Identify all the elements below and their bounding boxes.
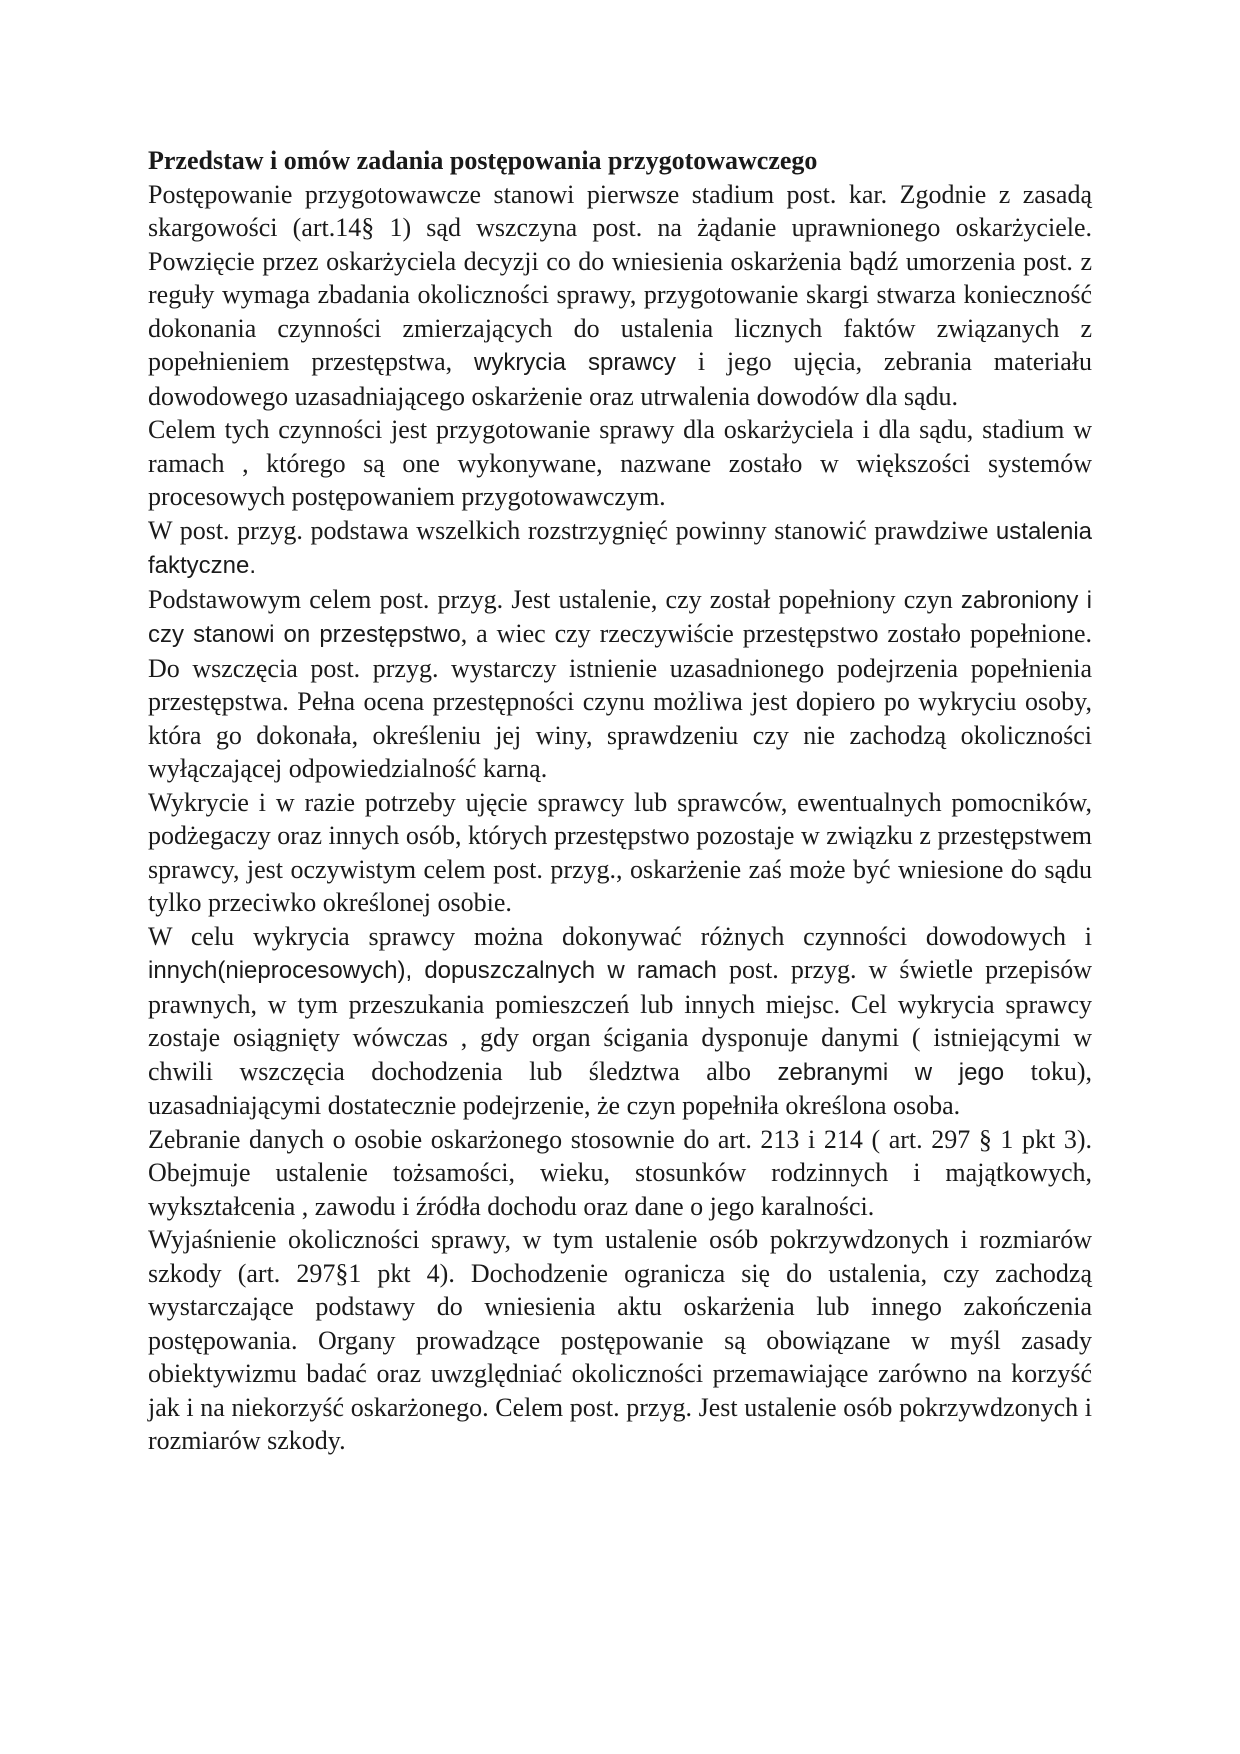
paragraph-text: i jego ujęcia, zebrania materiału dowodowego uzasadniającego oskarżenie oraz utrwalenia dowodów dla sądu. xyxy=(148,347,1092,411)
paragraph xyxy=(148,583,1092,786)
paragraph xyxy=(148,514,1092,583)
paragraph xyxy=(148,178,1092,414)
paragraph-text: Wykrycie i w razie potrzeby ujęcie sprawcy lub sprawców, ewentualnych pomocników, podżegaczy oraz innych osób, których przestępstwo pozostaje w związku z przestępstwem sprawcy, jest oczywistym celem post. przyg., oskarżenie zaś może być wniesione do sądu tylko przeciwko określonej osobie. xyxy=(148,787,1092,917)
paragraph xyxy=(148,1223,1092,1458)
document-page xyxy=(148,144,1092,1458)
emphasized-text: ustalenia faktyczne. xyxy=(148,517,1092,579)
paragraph xyxy=(148,413,1092,514)
emphasized-text: innych(nieprocesowych), dopuszczalnych w ramach xyxy=(148,957,717,984)
paragraph-text: W celu wykrycia sprawcy można dokonywać różnych czynności dowodowych i xyxy=(148,921,1092,951)
document-body xyxy=(148,178,1092,1458)
paragraph xyxy=(148,920,1092,1123)
document-title: Przedstaw i omów zadania postępowania przygotowawczego xyxy=(148,146,818,175)
paragraph-text: Postępowanie przygotowawcze stanowi pierwsze stadium post. kar. Zgodnie z zasadą skargowości (art.14§ 1) sąd wszczyna post. na żądanie uprawnionego oskarżyciele. Powzięcie przez oskarżyciela decyzji co do wniesienia oskarżenia bądź umorzenia post. z reguły wymaga zbadania okoliczności sprawy, przygotowanie skargi stwarza konieczność dokonania czynności zmierzających do ustalenia licznych faktów związanych z popełnieniem przestępstwa, xyxy=(148,179,1092,376)
paragraph-text: Podstawowym celem post. przyg. Jest ustalenie, czy został popełniony czyn xyxy=(148,584,961,614)
paragraph-text: , a wiec czy rzeczywiście przestępstwo zostało popełnione. Do wszczęcia post. przyg. wystarczy istnienie uzasadnionego podejrzenia popełnienia przestępstwa. Pełna ocena przestępności czynu możliwa jest dopiero po wykryciu osoby, która go dokonała, określeniu jej winy, sprawdzeniu czy nie zachodzą okoliczności wyłączającej odpowiedzialność karną. xyxy=(148,619,1092,783)
paragraph-text: toku), uzasadniającymi dostatecznie podejrzenie, że czyn popełniła określona osoba. xyxy=(148,1056,1093,1120)
paragraph xyxy=(148,1123,1092,1224)
emphasized-text: zebranymi w jego xyxy=(777,1058,1005,1086)
paragraph-text: Zebranie danych o osobie oskarżonego stosownie do art. 213 i 214 ( art. 297 § 1 pkt 3). Obejmuje ustalenie tożsamości, wieku, stosunków rodzinnych i majątkowych, wykształcenia , zawodu i źródła dochodu oraz dane o jego karalności. xyxy=(148,1124,1092,1221)
paragraph-text: W post. przyg. podstawa wszelkich rozstrzygnięć powinny stanowić prawdziwe xyxy=(148,515,996,545)
paragraph-text: Wyjaśnienie okoliczności sprawy, w tym ustalenie osób pokrzywdzonych i rozmiarów szkody (art. 297§1 pkt 4). Dochodzenie ogranicza się do ustalenia, czy zachodzą wystarczające podstawy do wniesienia aktu oskarżenia lub innego zakończenia postępowania. Organy prowadzące postępowanie są obowiązane w myśl zasady obiektywizmu badać oraz uwzględniać okoliczności przemawiające zarówno na korzyść jak i na niekorzyść oskarżonego. Celem post. przyg. Jest ustalenie osób pokrzywdzonych i rozmiarów szkody. xyxy=(148,1225,1092,1455)
emphasized-text: zabroniony i czy stanowi on przestępstwo xyxy=(148,586,1092,648)
paragraph-text: Celem tych czynności jest przygotowanie sprawy dla oskarżyciela i dla sądu, stadium w ramach , którego są one wykonywane, nazwane zostało w większości systemów procesowych postępowaniem przygotowawczym. xyxy=(148,415,1092,511)
paragraph-text: post. przyg. w świetle przepisów prawnych, w tym przeszukania pomieszczeń lub innych miejsc. Cel wykrycia sprawcy zostaje osiągnięty wówczas , gdy organ ścigania dysponuje danymi ( istniejącymi w chwili wszczęcia dochodzenia lub śledztwa albo xyxy=(148,955,1092,1086)
emphasized-text: wykrycia sprawcy xyxy=(473,349,677,376)
paragraph xyxy=(148,786,1092,920)
